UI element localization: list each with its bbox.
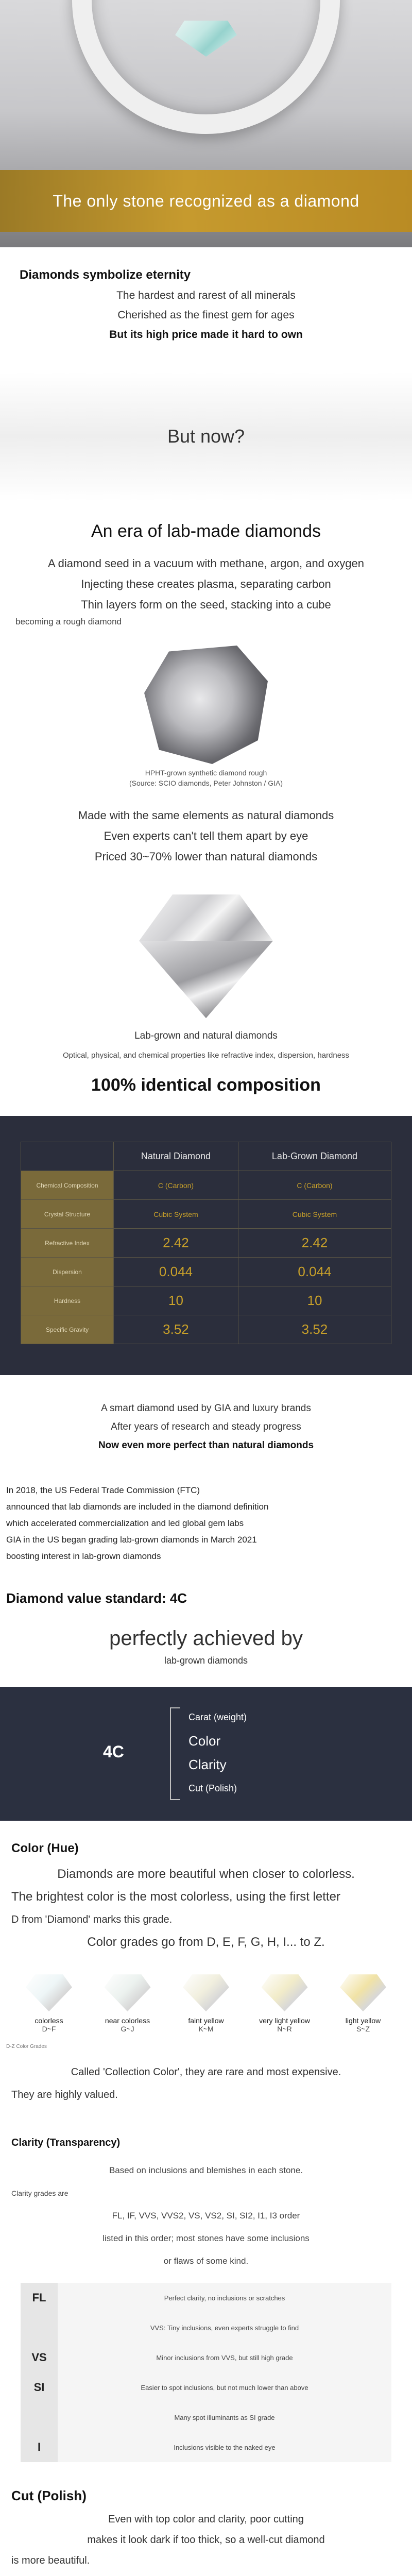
diamond-stone-icon (105, 1974, 151, 2011)
table-row-label: Chemical Composition (21, 1171, 114, 1200)
color-title: Color (Hue) (11, 1841, 79, 1856)
table-row (21, 1258, 391, 1286)
clarity-desc: Perfect clarity, no inclusions or scratches (58, 2283, 391, 2313)
smart-section (0, 1375, 412, 1472)
clarity-desc: Easier to spot inclusions, but not much lower than above (58, 2372, 391, 2402)
cut-title: Cut (Polish) (11, 2488, 87, 2504)
but-now-banner (0, 372, 412, 501)
era2-line-1: Made with the same elements as natural diamonds (78, 809, 334, 822)
ring-image (72, 0, 340, 134)
diamond-image (129, 889, 283, 1023)
color-line-1: Diamonds are more beautiful when closer to colorless. (57, 1867, 355, 1882)
hero-banner (0, 0, 412, 247)
color-line-3: D from 'Diamond' marks this grade. (11, 1914, 173, 1926)
table-cell-lab: 3.52 (238, 1315, 391, 1344)
clarity-line-3: FL, IF, VVS, VVS2, VS, VS2, SI, SI2, I1, I3 order (112, 2211, 300, 2221)
smart-bold: Now even more perfect than natural diamonds (98, 1440, 314, 1451)
intro-line-1: The hardest and rarest of all minerals (116, 290, 296, 301)
collection-line-1: Called 'Collection Color', they are rare and most expensive. (71, 2066, 341, 2078)
value-standard-section (0, 1570, 412, 1666)
color-grade-item (330, 1974, 397, 2033)
table-header-row (21, 1142, 391, 1171)
clarity-desc: Minor inclusions from VVS, but still high grade (58, 2343, 391, 2372)
color-grade-range: S~Z (356, 2025, 370, 2033)
era2-line-3: Priced 30~70% lower than natural diamonds (94, 850, 318, 863)
comparison-table-section (0, 1116, 412, 1375)
table-row (21, 1286, 391, 1315)
cut-line-1: Even with top color and clarity, poor cutting (108, 2514, 304, 2526)
rough-caption-1: HPHT-grown synthetic diamond rough (145, 769, 267, 777)
ftc-line-5: boosting interest in lab-grown diamonds (6, 1551, 161, 1562)
value-perfect: perfectly achieved by (109, 1627, 303, 1650)
cut-section (0, 2472, 412, 2576)
era-line-2: Injecting these creates plasma, separating carbon (81, 578, 331, 590)
table-row (21, 1171, 391, 1200)
table-row-label: Specific Gravity (21, 1315, 114, 1344)
diamond-stone-icon (340, 1974, 386, 2011)
color-grade-item (251, 1974, 318, 2033)
clarity-line-4: listed in this order; most stones have some inclusions (102, 2233, 310, 2244)
clarity-title: Clarity (Transparency) (11, 2137, 121, 2149)
table-cell-natural: 2.42 (114, 1229, 238, 1258)
clarity-desc: Many spot illuminants as SI grade (58, 2402, 391, 2432)
cut-line-2: makes it look dark if too thick, so a well-cut diamond (87, 2534, 325, 2546)
four-c-list (188, 1705, 247, 1800)
color-grade-item (15, 1974, 82, 2033)
clarity-row (21, 2402, 391, 2432)
color-grade-name: faint yellow (188, 2016, 224, 2025)
table-cell-lab: 0.044 (238, 1258, 391, 1286)
four-c-bracket (170, 1707, 180, 1800)
table-row-label: Crystal Structure (21, 1200, 114, 1229)
compare-caption: Lab-grown and natural diamonds (134, 1030, 278, 1042)
compare-subcaption: Optical, physical, and chemical properties like refractive index, dispersion, hardness (62, 1051, 350, 1060)
value-title: Diamond value standard: 4C (6, 1590, 187, 1606)
table-cell-lab: 10 (238, 1286, 391, 1315)
clarity-row (21, 2372, 391, 2402)
intro-title: Diamonds symbolize eternity (20, 268, 191, 282)
clarity-grade (21, 2313, 58, 2343)
table-cell-natural: Cubic System (114, 1200, 238, 1229)
four-c-banner (0, 1687, 412, 1821)
hero-band (0, 170, 412, 232)
table-header-natural: Natural Diamond (114, 1142, 238, 1171)
compare-section (0, 889, 412, 1095)
four-c-item-color: Color (188, 1733, 221, 1749)
clarity-line-1: Based on inclusions and blemishes in each stone. (109, 2165, 303, 2176)
color-grade-range: D~F (42, 2025, 56, 2033)
diamond-stone-icon (26, 1974, 72, 2011)
table-row (21, 1315, 391, 1344)
rough-diamond-image (144, 646, 268, 764)
table-cell-lab: C (Carbon) (238, 1171, 391, 1200)
diamond-crown (139, 894, 273, 941)
clarity-row (21, 2283, 391, 2313)
clarity-grade (21, 2402, 58, 2432)
hero-title: The only stone recognized as a diamond (53, 191, 359, 210)
color-grade-name: colorless (35, 2016, 63, 2025)
cut-line-3: is more beautiful. (11, 2555, 90, 2567)
era-line-3: Thin layers form on the seed, stacking into a cube (81, 598, 331, 611)
clarity-grade: SI (21, 2372, 58, 2402)
color-grade-name: light yellow (345, 2016, 381, 2025)
era-small: becoming a rough diamond (15, 617, 122, 626)
four-c-item-cut: Cut (Polish) (188, 1783, 237, 1794)
color-grade-range: K~M (198, 2025, 214, 2033)
table-row-label: Hardness (21, 1286, 114, 1315)
table-row-label: Dispersion (21, 1258, 114, 1286)
era-title: An era of lab-made diamonds (91, 521, 321, 541)
intro-section (0, 247, 412, 357)
table-cell-natural: 3.52 (114, 1315, 238, 1344)
clarity-section (0, 2116, 412, 2462)
compare-headline: 100% identical composition (91, 1075, 321, 1095)
collection-line-2: They are highly valued. (11, 2089, 118, 2101)
clarity-table (21, 2283, 391, 2462)
ftc-line-3: which accelerated commercialization and led global gem labs (6, 1518, 244, 1529)
four-c-item-carat: Carat (weight) (188, 1712, 247, 1723)
comparison-table (21, 1142, 391, 1344)
diamond-stone-icon (262, 1974, 308, 2011)
table-cell-natural: C (Carbon) (114, 1171, 238, 1200)
clarity-grade: VS (21, 2343, 58, 2372)
four-c-title: 4C (103, 1742, 124, 1761)
clarity-line-2: Clarity grades are (11, 2189, 68, 2198)
table-row (21, 1229, 391, 1258)
color-line-2: The brightest color is the most colorless, using the first letter (11, 1890, 340, 1904)
era-line-1: A diamond seed in a vacuum with methane, argon, and oxygen (48, 557, 364, 570)
table-cell-lab: Cubic System (238, 1200, 391, 1229)
clarity-desc: Inclusions visible to the naked eye (58, 2432, 391, 2462)
ftc-line-1: In 2018, the US Federal Trade Commission (FTC) (6, 1485, 200, 1496)
table-cell-natural: 10 (114, 1286, 238, 1315)
smart-line-2: After years of research and steady progress (111, 1421, 301, 1433)
clarity-row (21, 2313, 391, 2343)
color-section (0, 1821, 412, 2116)
ftc-line-2: announced that lab diamonds are included in the diamond definition (6, 1502, 269, 1512)
color-grade-range: G~J (121, 2025, 134, 2033)
rough-caption-2: (Source: SCIO diamonds, Peter Johnston / GIA) (129, 778, 283, 787)
table-cell-natural: 0.044 (114, 1258, 238, 1286)
table-header-empty (21, 1142, 114, 1171)
value-labgrown: lab-grown diamonds (164, 1655, 248, 1666)
four-c-item-clarity: Clarity (188, 1757, 227, 1773)
table-row (21, 1200, 391, 1229)
color-tiny-caption: D-Z Color Grades (6, 2044, 47, 2050)
era-section (0, 501, 412, 869)
ftc-line-4: GIA in the US began grading lab-grown diamonds in March 2021 (6, 1535, 257, 1545)
clarity-grade: I (21, 2432, 58, 2462)
clarity-row (21, 2432, 391, 2462)
table-header-lab: Lab-Grown Diamond (238, 1142, 391, 1171)
color-grade-item (94, 1974, 161, 2033)
color-grade-strip (0, 1954, 412, 2038)
but-now-text: But now? (167, 426, 245, 447)
smart-line-1: A smart diamond used by GIA and luxury brands (101, 1403, 311, 1414)
color-line-4: Color grades go from D, E, F, G, H, I... to Z. (87, 1935, 325, 1950)
clarity-row (21, 2343, 391, 2372)
diamond-stone-icon (183, 1974, 229, 2011)
color-grade-name: near colorless (105, 2016, 150, 2025)
color-grade-name: very light yellow (259, 2016, 310, 2025)
clarity-desc: VVS: Tiny inclusions, even experts struggle to find (58, 2313, 391, 2343)
clarity-grade: FL (21, 2283, 58, 2313)
intro-bold-line: But its high price made it hard to own (109, 329, 303, 341)
intro-line-2: Cherished as the finest gem for ages (117, 309, 295, 321)
diamond-pavilion (139, 941, 273, 1018)
color-grade-range: N~R (277, 2025, 292, 2033)
table-cell-lab: 2.42 (238, 1229, 391, 1258)
clarity-line-5: or flaws of some kind. (163, 2256, 249, 2266)
era2-line-2: Even experts can't tell them apart by eye (104, 829, 308, 843)
color-grade-item (173, 1974, 239, 2033)
ftc-section (0, 1472, 412, 1570)
table-row-label: Refractive Index (21, 1229, 114, 1258)
